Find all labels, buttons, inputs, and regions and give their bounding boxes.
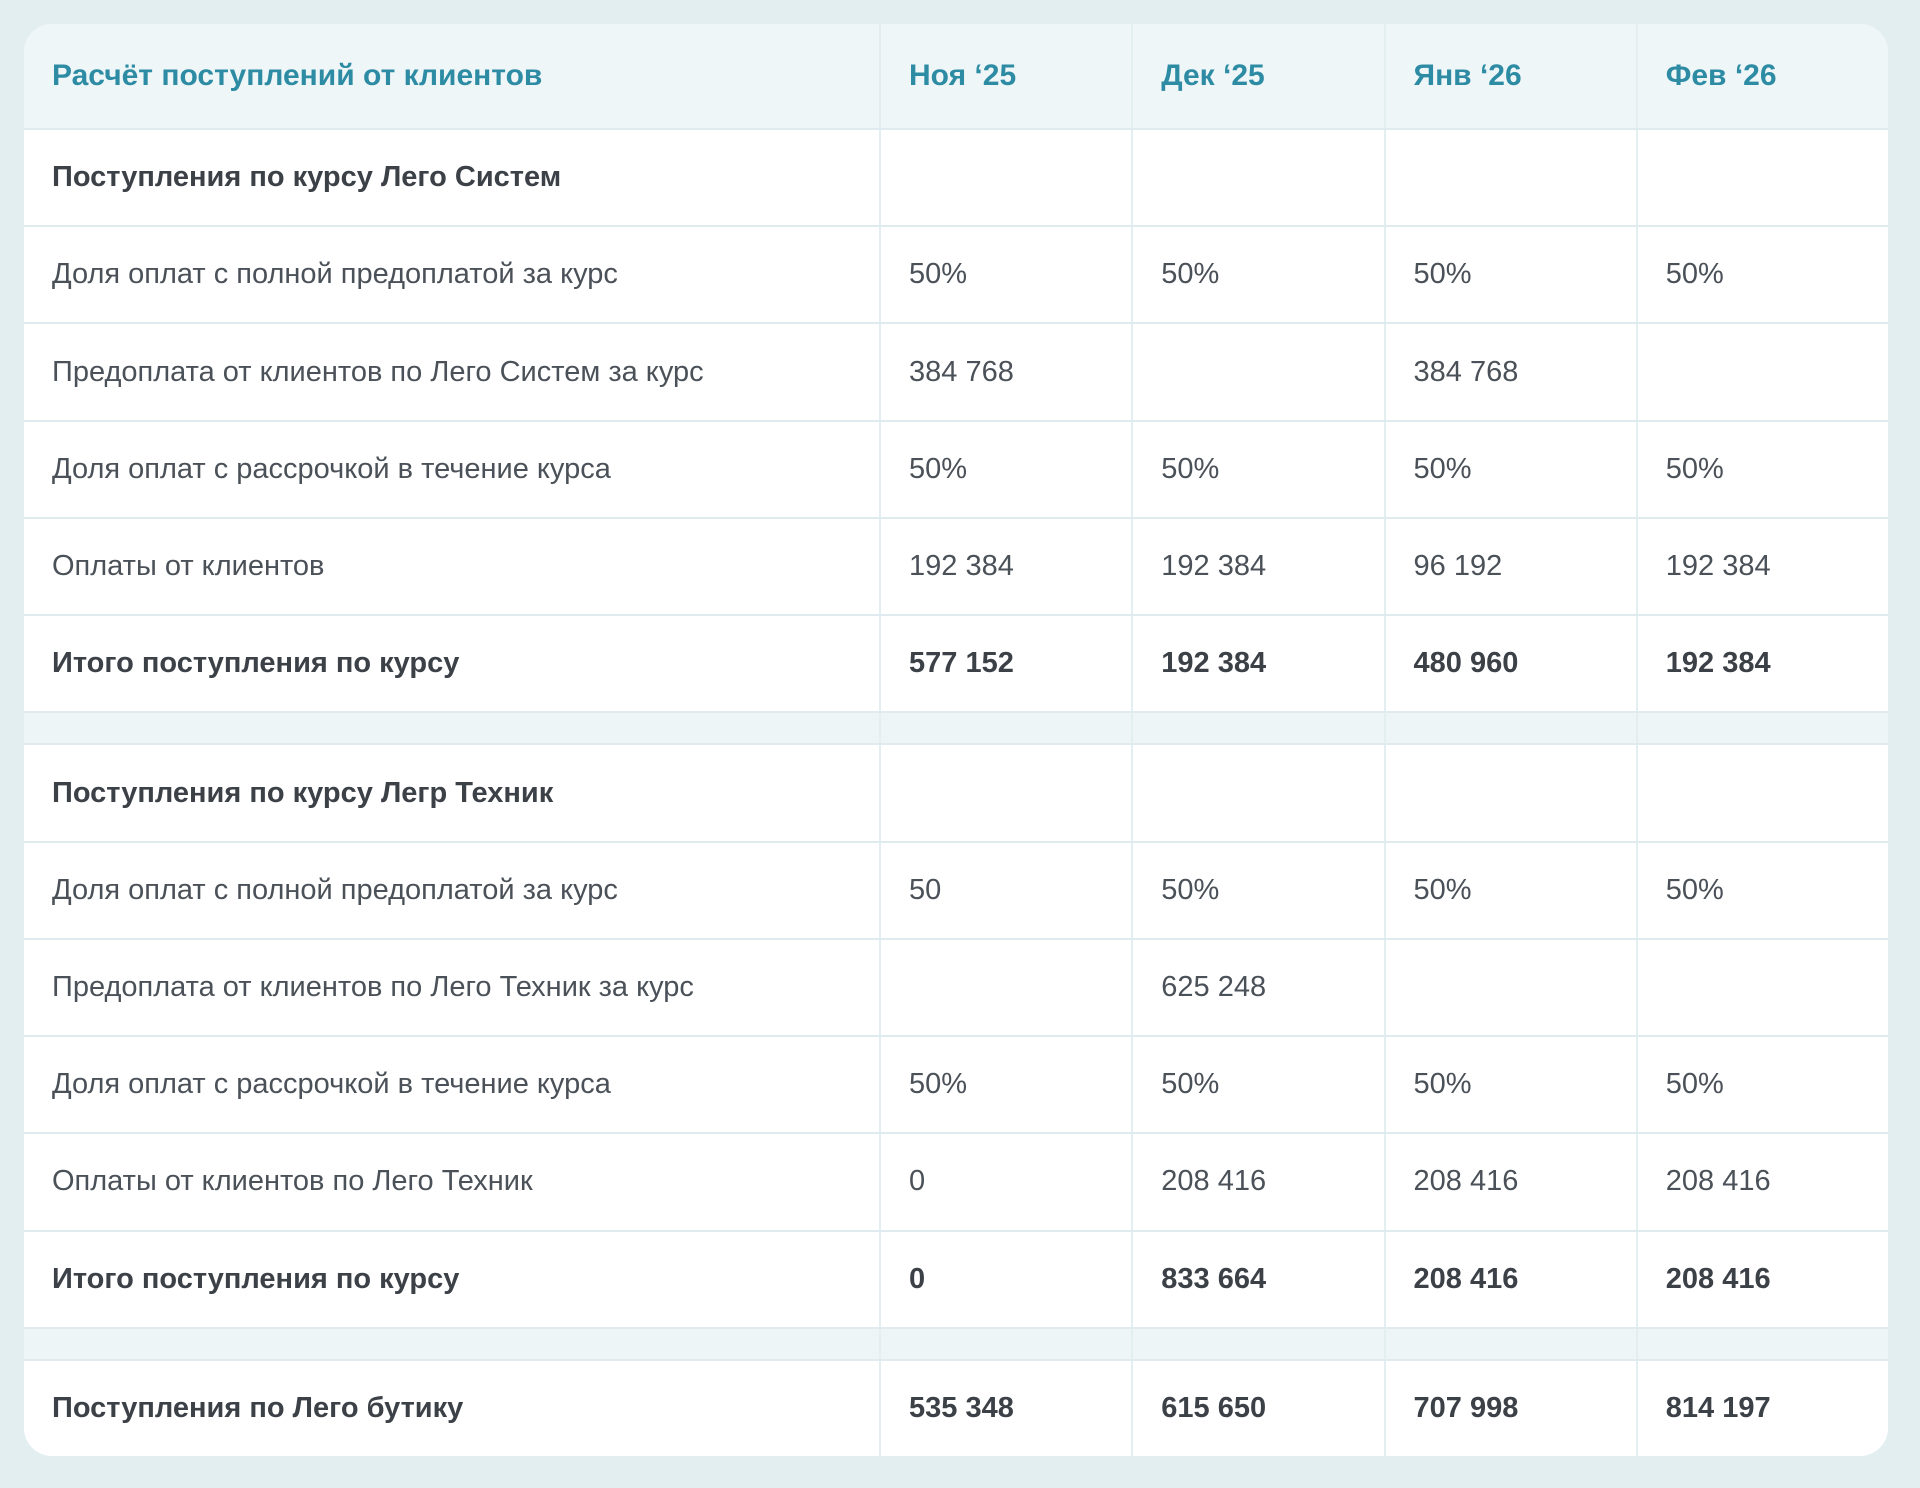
table-cell[interactable]: 50% [1636,227,1888,322]
row-label: Доля оплат с рассрочкой в течение курса [52,1068,611,1101]
table-row [24,841,1888,938]
row-label: Оплаты от клиентов по Лего Техник [52,1165,533,1198]
table-row [24,420,1888,517]
row-label: Итого поступления по курсу [52,647,460,680]
table-cell[interactable] [1384,130,1636,225]
row-label: Доля оплат с полной предоплатой за курс [52,258,618,291]
table-header-row [24,24,1888,128]
table-row [24,128,1888,225]
table-cell[interactable] [879,745,1131,840]
table-cell[interactable]: 50% [1636,422,1888,517]
table-cell[interactable]: 707 998 [1384,1361,1636,1456]
table-cell[interactable] [1636,324,1888,419]
table-cell[interactable] [1636,745,1888,840]
table-cell[interactable]: 50% [1131,1037,1383,1132]
table-cell[interactable]: 615 650 [1131,1361,1383,1456]
table-cell[interactable]: 50% [1636,1037,1888,1132]
table-row [24,322,1888,419]
table-row [24,517,1888,614]
table-cell[interactable]: 480 960 [1384,616,1636,711]
table-cell[interactable]: 50 [879,843,1131,938]
spacer-row [24,1327,1888,1359]
row-label: Поступления по Лего бутику [52,1391,464,1424]
table-cell[interactable]: 50% [879,422,1131,517]
table-cell[interactable]: 625 248 [1131,940,1383,1035]
table-cell[interactable]: 50% [1131,843,1383,938]
table-cell[interactable]: 208 416 [1131,1134,1383,1229]
table-cell[interactable]: 833 664 [1131,1232,1383,1327]
table-cell[interactable]: 192 384 [879,519,1131,614]
column-header-feb26: Фев ‘26 [1636,24,1888,128]
receipts-table [24,24,1888,1456]
table-cell[interactable]: 50% [1384,1037,1636,1132]
table-cell[interactable] [1384,940,1636,1035]
row-label: Поступления по курсу Легр Техник [52,776,554,809]
table-cell[interactable]: 208 416 [1384,1232,1636,1327]
table-row-total [24,1359,1888,1456]
row-label: Доля оплат с полной предоплатой за курс [52,873,618,906]
row-label: Итого поступления по курсу [52,1262,460,1295]
table-cell[interactable]: 192 384 [1636,519,1888,614]
table-row [24,1035,1888,1132]
table-cell[interactable]: 192 384 [1636,616,1888,711]
table-row [24,225,1888,322]
table-row [24,1132,1888,1229]
table-row [24,938,1888,1035]
table-cell[interactable]: 208 416 [1636,1232,1888,1327]
table-cell[interactable]: 50% [879,227,1131,322]
row-label: Предоплата от клиентов по Лего Техник за курс [52,970,694,1003]
row-label: Поступления по курсу Лего Систем [52,161,562,194]
table-cell[interactable] [1636,940,1888,1035]
table-cell[interactable]: 384 768 [879,324,1131,419]
row-label: Доля оплат с рассрочкой в течение курса [52,452,611,485]
table-cell[interactable]: 192 384 [1131,519,1383,614]
table-cell[interactable]: 208 416 [1384,1134,1636,1229]
table-cell[interactable]: 50% [1636,843,1888,938]
row-label: Оплаты от клиентов [52,550,325,583]
table-cell[interactable] [1636,130,1888,225]
table-row-total [24,614,1888,711]
column-header-jan26: Янв ‘26 [1384,24,1636,128]
table-cell[interactable] [879,940,1131,1035]
table-cell[interactable]: 50% [879,1037,1131,1132]
table-cell[interactable]: 50% [1384,422,1636,517]
table-row-total [24,1230,1888,1327]
table-cell[interactable] [1384,745,1636,840]
table-cell[interactable]: 50% [1384,227,1636,322]
table-cell[interactable] [1131,745,1383,840]
column-header-dec25: Дек ‘25 [1131,24,1383,128]
table-cell[interactable]: 384 768 [1384,324,1636,419]
table-cell[interactable]: 50% [1131,227,1383,322]
table-title: Расчёт поступлений от клиентов [52,59,543,92]
spacer-row [24,711,1888,743]
table-row [24,743,1888,840]
table-cell[interactable] [879,130,1131,225]
table-cell[interactable]: 0 [879,1232,1131,1327]
table-cell[interactable]: 577 152 [879,616,1131,711]
table-cell[interactable]: 535 348 [879,1361,1131,1456]
table-cell[interactable]: 192 384 [1131,616,1383,711]
table-cell[interactable]: 0 [879,1134,1131,1229]
table-cell[interactable] [1131,324,1383,419]
column-header-nov25: Ноя ‘25 [879,24,1131,128]
table-cell[interactable]: 96 192 [1384,519,1636,614]
table-cell[interactable]: 50% [1384,843,1636,938]
table-cell[interactable]: 814 197 [1636,1361,1888,1456]
row-label: Предоплата от клиентов по Лего Систем за курс [52,355,704,388]
table-cell[interactable] [1131,130,1383,225]
table-cell[interactable]: 50% [1131,422,1383,517]
table-cell[interactable]: 208 416 [1636,1134,1888,1229]
